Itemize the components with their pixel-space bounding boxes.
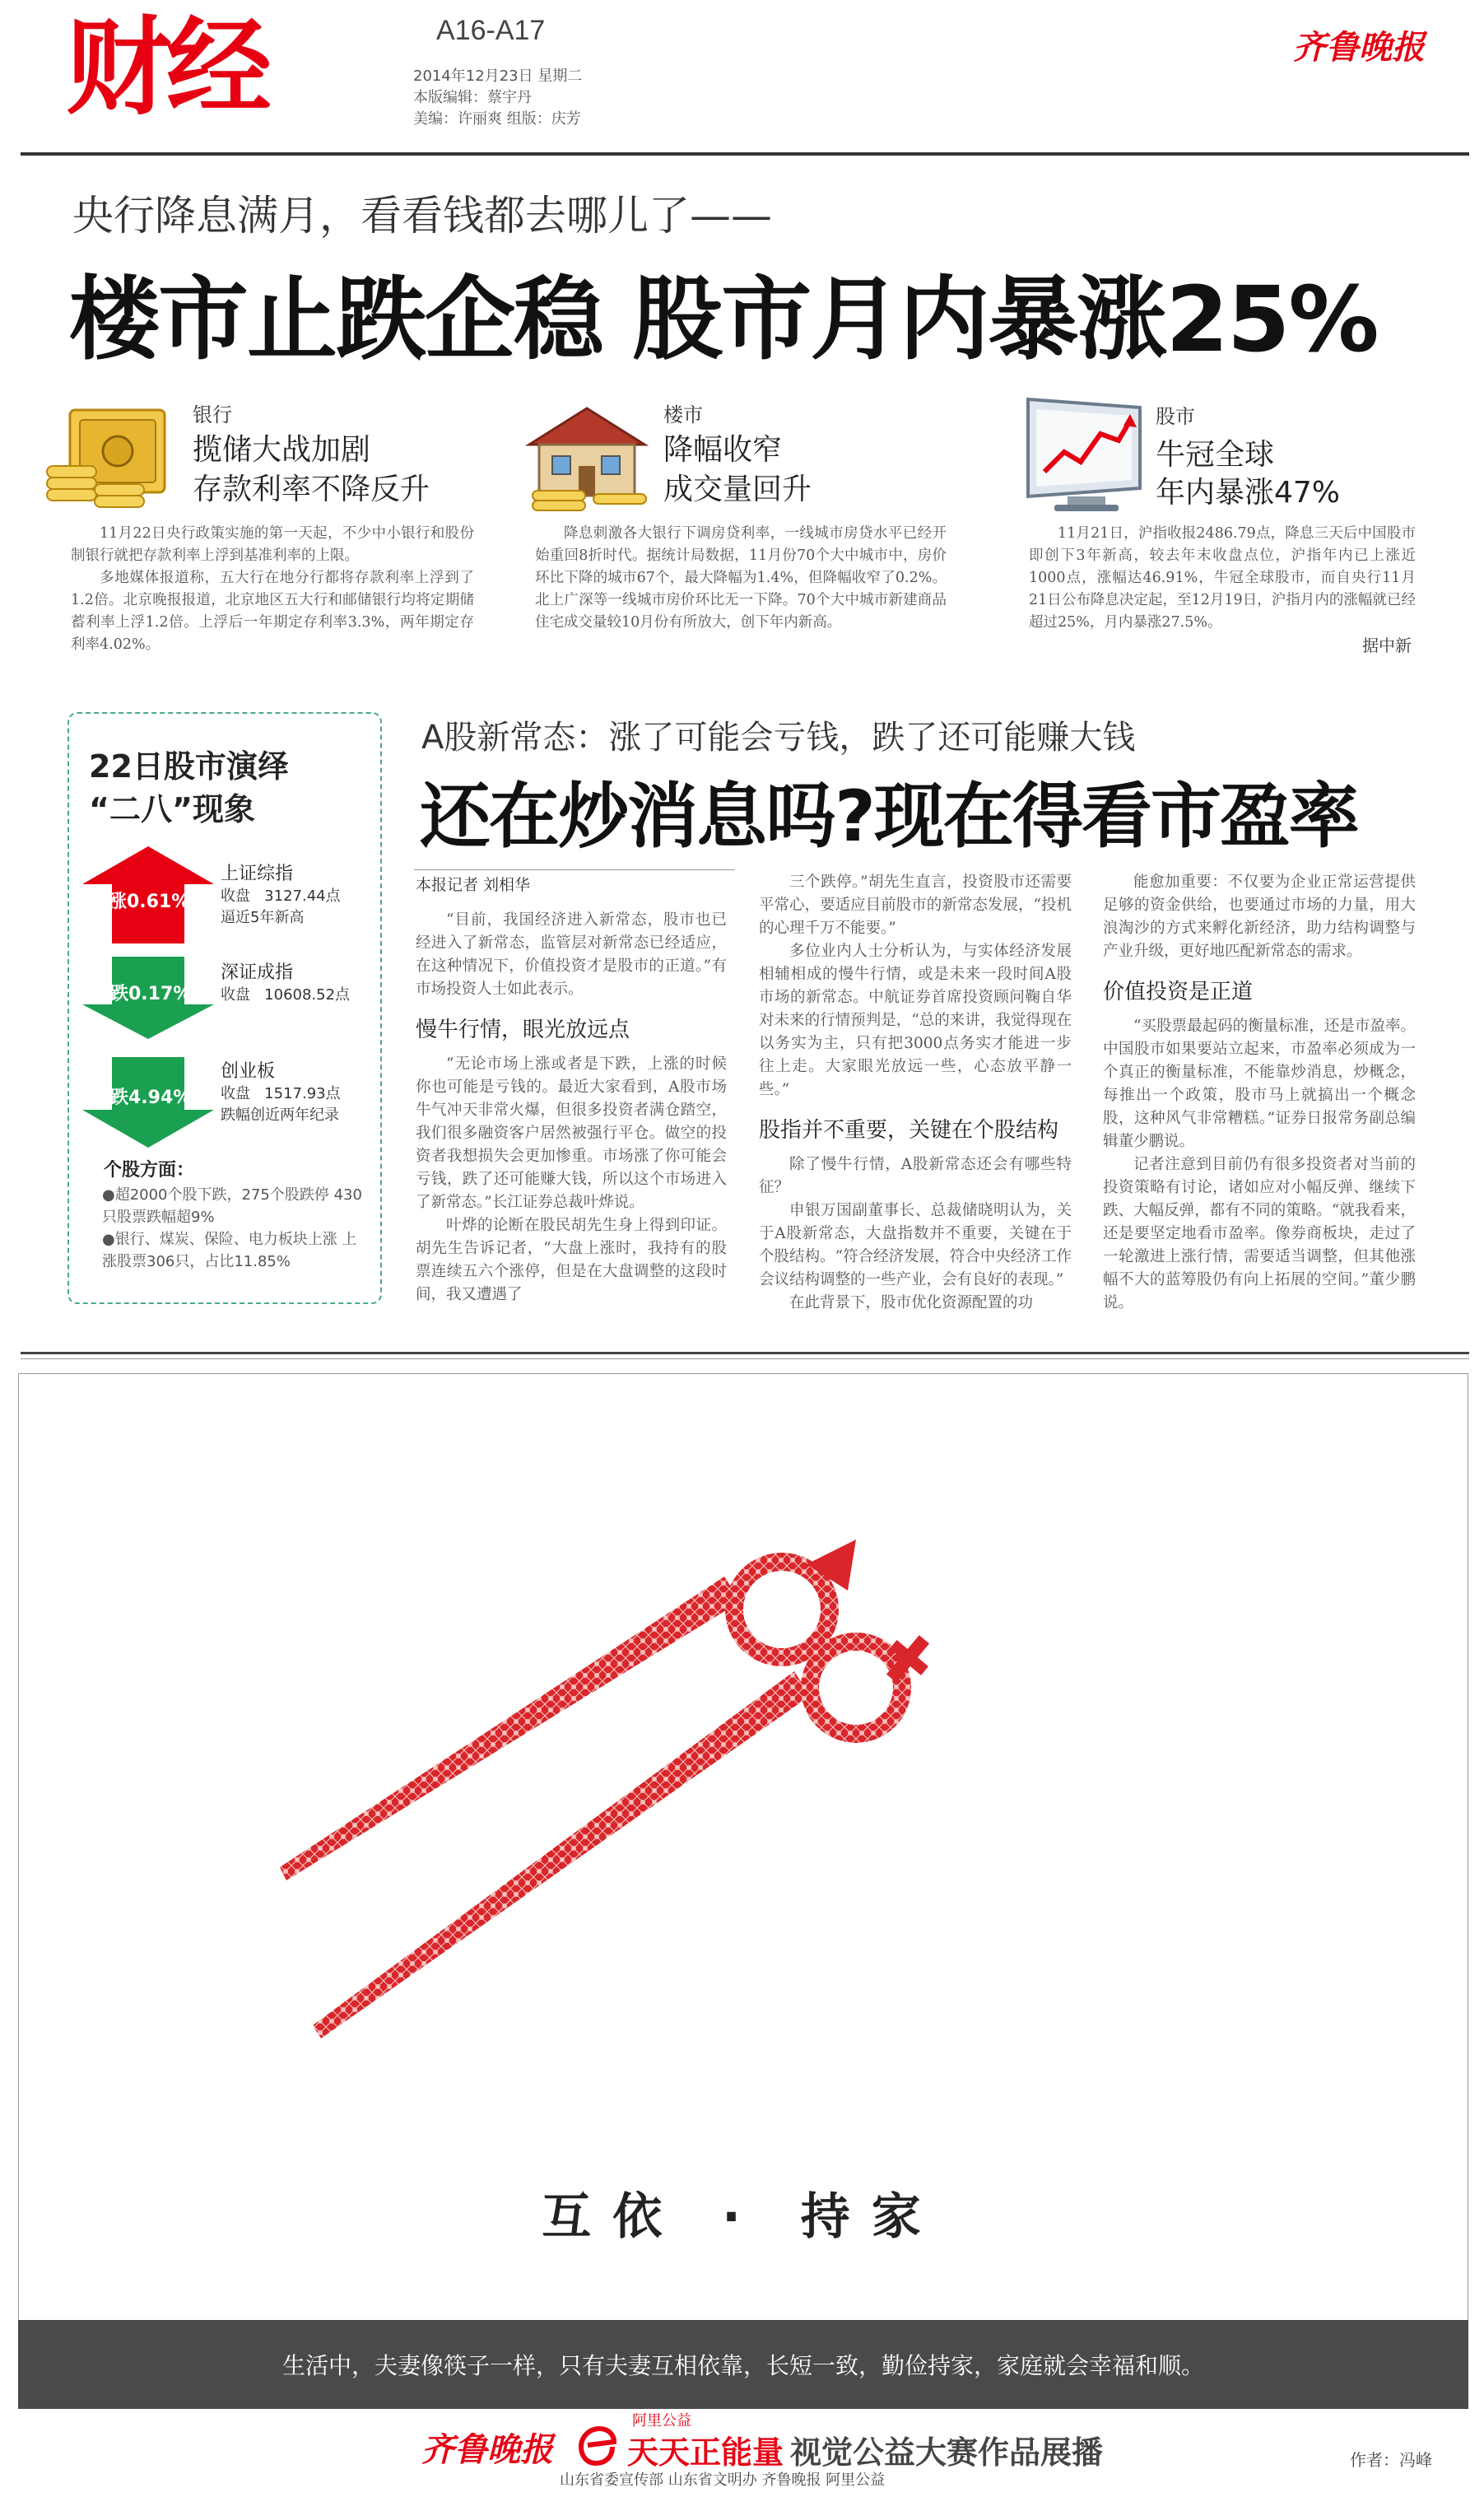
feature-paragraph: 能愈加重要：不仅要为企业正常运营提供足够的资金供给，也要通过市场的力量，用大浪淘沙的方式来孵化新经济，助力结构调整与产业升级，更好地匹配新常态的需求。 <box>1103 873 1416 960</box>
lead-headline: 楼市止跌企稳 股市月内暴涨25% <box>69 267 1378 372</box>
feature-subheading: 价值投资是正道 <box>1103 980 1254 1004</box>
index-2-close: 10608.52点 <box>264 986 351 1004</box>
stock-note-2: ●银行、煤炭、保险、电力板块上涨 上涨股票306只，占比11.85% <box>102 1231 357 1270</box>
feature-paragraph: 除了慢牛行情，A股新常态还会有哪些特征？ <box>759 1156 1072 1196</box>
chopsticks-gender-symbols-illustration <box>280 1531 1268 2066</box>
bank-title-1: 揽储大战加剧 <box>193 433 371 467</box>
stocks-heading: 个股方面： <box>104 1160 195 1181</box>
index-1-change: 涨0.61% <box>109 892 190 912</box>
byline-rule <box>414 869 735 870</box>
ad-footer-sponsor: 阿里公益 <box>632 2412 691 2429</box>
feature-column-2 <box>759 871 1072 1315</box>
header-rule <box>21 152 1469 156</box>
feature-kicker: A股新常态：涨了可能会亏钱，跌了还可能赚大钱 <box>421 719 1136 757</box>
property-para-1: 降息刺激各大银行下调房贷利率，一线城市房贷水平已经开始重回8折时代。据统计局数据，11月份70个大中城市中，房价环比下降的城市67个，最大降幅为1.4%，但降幅收窄了0.2%。北上广深等一线城市房价环比无一下降。70个大中城市新建商品住宅成交量较10月份有所放大，创下年内新高。 <box>535 525 947 631</box>
feature-byline: 本报记者 刘相华 <box>416 876 531 894</box>
editor-line: 本版编辑：蔡宇丹 <box>413 89 532 106</box>
market-box-title-1: 22日股市演绎 <box>89 748 289 785</box>
section-rule <box>21 1352 1469 1354</box>
ad-footer-campaign-suffix: 视觉公益大赛作品展播 <box>790 2434 1104 2471</box>
stock-note-1: ●超2000个股下跌，275个股跌停 430只股票跌幅超9% <box>102 1186 362 1226</box>
index-3-close-row <box>221 1082 341 1103</box>
ad-slogan: 互依 · 持家 <box>542 2188 942 2246</box>
feature-paragraph: 叶烨的论断在股民胡先生身上得到印证。胡先生告诉记者，“大盘上涨时，我持有的股票连续五六个涨停，但是在大盘调整的这段时间，我又遭遇了 <box>416 1217 727 1303</box>
bank-body <box>71 523 474 656</box>
index-1-name: 上证综指 <box>221 864 294 884</box>
feature-paragraph: 三个跌停。”胡先生直言，投资股市还需要平常心，要适应目前股市的新常态发展，“投机的心理千万不能要。” <box>759 873 1072 937</box>
feature-paragraph: “目前，我国经济进入新常态，股市也已经进入了新常态，监管层对新常态已经适应，在这种情况下，价值投资才是股市的正道。”有市场投资人士如此表示。 <box>416 911 727 998</box>
index-3-change: 跌4.94% <box>110 1088 192 1108</box>
stocks-source: 据中新 <box>1362 636 1412 655</box>
feature-paragraph: “无论市场上涨或者是下跌，上涨的时候你也可能是亏钱的。最近大家看到，A股市场牛气冲天非常火爆，但很多投资者满仓踏空，我们很多融资客户居然被强行平仓。做空的投资者我想损失会更加惨重。市场涨了你可能会亏钱，跌了还可能赚大钱，所以这个市场进入了新常态。”长江证券总裁叶烨说。 <box>416 1055 727 1211</box>
feature-paragraph: 多位业内人士分析认为，与实体经济发展相辅相成的慢牛行情，或是未来一段时间A股市场的新常态。中航证券首席投资顾问鞠自华对未来的行情预判是，“总的来讲，我觉得现在以务实为主，只有把3000点务实才能进一步往上走。大家眼光放远一些，心态放平静一些。” <box>759 943 1072 1098</box>
bank-para-1: 11月22日央行政策实施的第一天起，不少中小银行和股份制银行就把存款利率上浮到基准利率的上限。 <box>71 525 474 564</box>
e-logo-icon <box>576 2422 622 2468</box>
date-line: 2014年12月23日 星期二 <box>413 68 583 85</box>
index-1-close-row <box>221 884 341 906</box>
feature-paragraph: 记者注意到目前仍有很多投资者对当前的投资策略有讨论，诸如应对小幅反弹、继续下跌、大幅反弹，都有不同的策略。“就我看来，还是要坚定地看市盈率。像券商板块，走过了一轮激进上涨行情，需要适当调整，但其他涨幅不大的蓝筹股仍有向上拓展的空间。”董少鹏说。 <box>1103 1156 1416 1311</box>
index-1-note: 逼近5年新高 <box>221 909 305 926</box>
index-3-note: 跌幅创近两年纪录 <box>221 1106 339 1124</box>
bank-title-2: 存款利率不降反升 <box>193 473 430 506</box>
index-3-close: 1517.93点 <box>264 1085 341 1102</box>
stock-monitor-icon <box>1016 391 1161 515</box>
property-title-2: 成交量回升 <box>663 473 812 506</box>
feature-headline: 还在炒消息吗?现在得看市盈率 <box>420 776 1358 858</box>
feature-column-3 <box>1103 871 1416 1315</box>
feature-paragraph: 申银万国副董事长、总裁储晓明认为，关于A股新常态，大盘指数并不重要，关键在于个股结构。“符合经济发展，符合中央经济工作会议结构调整的一些产业，会有良好的表现。” <box>759 1202 1072 1288</box>
index-2-change: 跌0.17% <box>110 984 192 1004</box>
feature-paragraph: 在此背景下，股市优化资源配置的功 <box>789 1294 1034 1311</box>
index-2-close-label: 收盘 <box>221 986 250 1004</box>
stocks-para-1: 11月21日，沪指收报2486.79点，降息三天后中国股市即创下3年新高，较去年末收盘点位，沪指年内已上涨近1000点，涨幅达46.91%，牛冠全球股市，而自央行11月21日公布降息决定起，至12月19日，沪指月内的涨幅就已经超过25%，月内暴涨27.5%。 <box>1029 525 1416 631</box>
property-title-1: 降幅收窄 <box>663 433 783 467</box>
feature-column-1 <box>416 909 727 1307</box>
index-3-name: 创业板 <box>221 1061 276 1082</box>
bank-label: 银行 <box>193 403 232 426</box>
property-body <box>535 523 947 634</box>
design-line: 美编：许丽爽 组版：庆芳 <box>413 110 581 128</box>
lead-kicker: 央行降息满月，看看钱都去哪儿了—— <box>72 192 772 240</box>
feature-subheading: 股指并不重要，关键在个股结构 <box>759 1118 1059 1143</box>
stocks-title-1: 牛冠全球 <box>1156 438 1275 472</box>
bank-safe-icon <box>37 403 177 510</box>
newspaper-brand: 齐鲁晚报 <box>1293 28 1425 67</box>
house-coins-icon <box>514 402 658 513</box>
stocks-body <box>1029 523 1416 634</box>
section-rule-thin <box>21 1358 1469 1359</box>
stocks-title-2: 年内暴涨47% <box>1156 476 1341 510</box>
ad-caption: 生活中，夫妻像筷子一样，只有夫妻互相依靠，长短一致，勤俭持家，家庭就会幸福和顺。 <box>281 2352 1204 2379</box>
index-3-close-label: 收盘 <box>221 1085 250 1102</box>
ad-footer-campaign: 天天正能量 <box>627 2434 784 2471</box>
index-2-close-row <box>221 983 350 1004</box>
market-box-title-2: “二八”现象 <box>89 791 255 827</box>
bank-para-2: 多地媒体报道称，五大行在地分行都将存款利率上浮到了1.2倍。北京晚报报道，北京地区五大行和邮储银行均将定期储蓄利率上浮1.2倍。上浮后一年期定存利率3.3%，两年期定存利率4.02%。 <box>71 570 474 653</box>
index-1-close-label: 收盘 <box>221 887 250 905</box>
index-1-close: 3127.44点 <box>264 887 341 905</box>
ad-author: 作者：冯峰 <box>1350 2450 1432 2470</box>
ad-footer-organizers: 山东省委宣传部 山东省文明办 齐鲁晚报 阿里公益 <box>560 2471 886 2489</box>
ad-footer-brand: 齐鲁晚报 <box>421 2430 553 2469</box>
page-numbers: A16-A17 <box>436 15 546 46</box>
masthead: 财经 <box>66 7 267 129</box>
feature-subheading: 慢牛行情，眼光放远点 <box>416 1018 630 1042</box>
stocks-label: 股市 <box>1156 405 1195 428</box>
index-2-name: 深证成指 <box>221 962 294 983</box>
feature-paragraph: “买股票最起码的衡量标准，还是市盈率。中国股市如果要站立起来，市盈率必须成为一个真正的衡量标准，不能靠炒消息，炒概念，每推出一个政策，股市马上就搞出一个概念股，这种风气非常糟糕。”证券日报常务副总编辑董少鹏说。 <box>1103 1018 1416 1150</box>
property-label: 楼市 <box>663 403 703 426</box>
